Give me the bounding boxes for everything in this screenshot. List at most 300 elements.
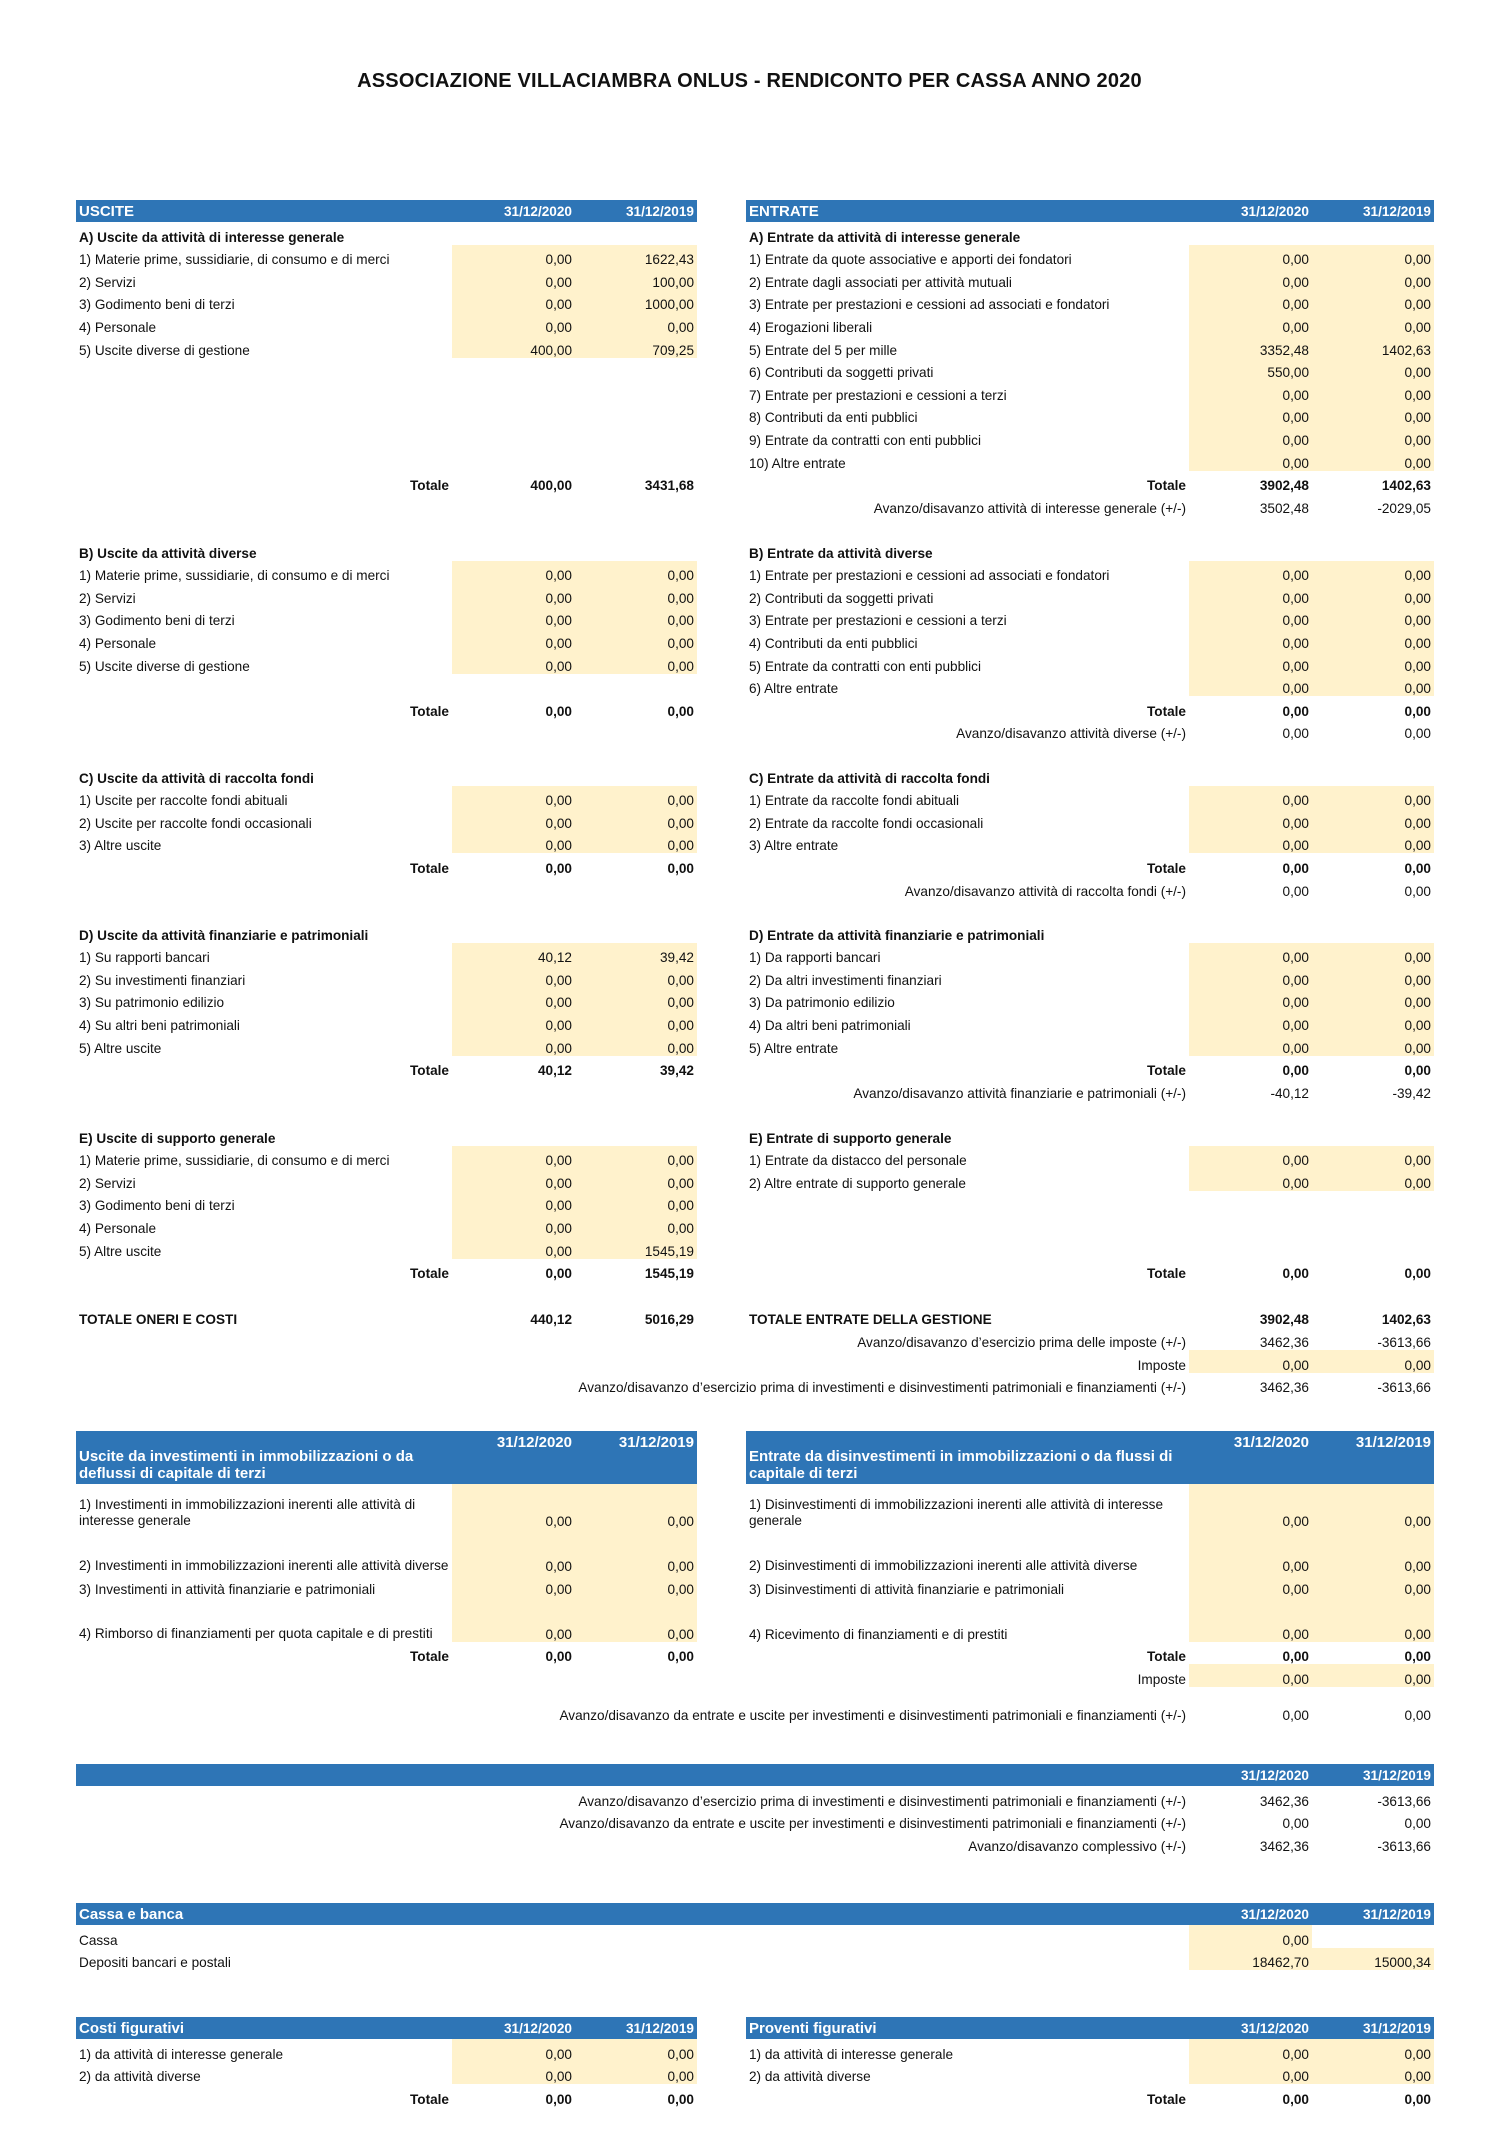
total-2019: 39,42 [659,1063,694,1079]
value-2019: 0,00 [1312,831,1434,854]
value-2019: 0,00 [1312,651,1434,674]
table-row [746,1484,1434,1529]
value-2019: 0,00 [1312,267,1434,290]
value-2019: 0,00 [1312,628,1434,651]
costi-figurativi-header [76,2017,697,2039]
value-2020: 0,00 [452,2062,575,2085]
row-label: 3) Investimenti in attività finanziarie e patrimoniali [79,1581,376,1597]
value-2020: 0,00 [1189,606,1312,629]
total-label: Totale [409,1266,449,1282]
grand-total-2020: 440,12 [530,1311,572,1327]
summary-2019: 0,00 [1312,1350,1434,1373]
value-2020: 0,00 [452,786,575,809]
summary-imposte [76,1350,1434,1373]
avanzo-2020: 0,00 [1282,883,1309,899]
total-row [76,1056,697,1079]
row-label: 9) Entrate da contratti con enti pubblici [749,432,981,448]
value-2019: 0,00 [1312,448,1434,471]
table-row [76,1948,1434,1971]
total-row [76,853,697,876]
value-2019: 1545,19 [575,1236,697,1259]
blank-row [76,425,697,448]
section-title-row [76,763,697,786]
value-2020: 0,00 [452,1146,575,1169]
avanzo-2020: -40,12 [1270,1085,1309,1101]
value-2020: 0,00 [1189,808,1312,831]
total-row [76,1259,697,1282]
total-label: Totale [1146,860,1186,876]
value-2019: 0,00 [575,1529,697,1574]
row-label: 3) Da patrimonio edilizio [749,995,895,1011]
row-label: 5) Altre uscite [79,1040,162,1056]
header-date-2019: 31/12/2019 [1312,1764,1434,1786]
grand-total-label: TOTALE ONERI E COSTI [79,1311,238,1327]
row-label: 2) da attività diverse [79,2069,201,2085]
table-row [76,1925,1434,1948]
total-2019: 0,00 [1404,2091,1431,2107]
value-2020: 0,00 [452,1191,575,1214]
table-row [746,358,1434,381]
value-2020: 0,00 [452,267,575,290]
value-2019: 0,00 [1312,1484,1434,1529]
investimenti-table [76,1431,697,1664]
summary-2019: -3613,66 [1377,1838,1431,1854]
header-label: ENTRATE [746,200,1189,222]
total-row [746,696,1434,719]
uscite-b-table [76,538,697,719]
cassa-table [76,1903,1434,1970]
avanzo-2019: -39,42 [1392,1085,1431,1101]
value-2019: 0,00 [1312,1574,1434,1597]
table-row [76,312,697,335]
header-label: Proventi figurativi [746,2017,1189,2039]
row-label: 6) Contributi da soggetti privati [749,365,934,381]
proventi-figurativi-header [746,2017,1434,2039]
row-label: Depositi bancari e postali [79,1955,231,1971]
total-label: Totale [1146,2091,1186,2107]
table-row [746,1146,1434,1169]
riepilogo-table [76,1764,1434,1854]
costi-figurativi-table [76,2017,697,2107]
row-label: 1) Entrate da quote associative e apporti dei fondatori [749,252,1072,268]
table-row [746,651,1434,674]
total-2020: 0,00 [1282,1649,1309,1665]
summary-label: Imposte [1137,1357,1186,1373]
row-label: 4) Su altri beni patrimoniali [79,1017,240,1033]
table-row [76,628,697,651]
table-row [746,1574,1434,1597]
row-label: 3) Altre uscite [79,838,162,854]
table-row [76,1484,697,1529]
header-label: Uscite da investimenti in immobilizzazioni o da deflussi di capitale di terzi [76,1431,452,1484]
header-date-2020: 31/12/2020 [452,1431,575,1484]
value-2019: 0,00 [1312,988,1434,1011]
row-label: 8) Contributi da enti pubblici [749,410,918,426]
value-2020: 0,00 [1189,1010,1312,1033]
value-2019: 0,00 [1312,1597,1434,1642]
table-row [746,267,1434,290]
uscite-e-table [76,1123,697,1281]
row-label: 1) Da rapporti bancari [749,950,881,966]
row-label: 1) da attività di interesse generale [749,2046,954,2062]
row-label: 1) Materie prime, sussidiarie, di consumo e di merci [79,568,390,584]
total-2019: 0,00 [1404,1063,1431,1079]
uscite-d-table [76,920,697,1078]
value-2019: 0,00 [1312,583,1434,606]
row-label: 1) da attività di interesse generale [79,2046,284,2062]
table-row [746,628,1434,651]
row-label: 4) Erogazioni liberali [749,319,873,335]
total-2019: 0,00 [667,703,694,719]
uscite-c-table [76,763,697,876]
table-row [746,583,1434,606]
value-2019: 0,00 [575,628,697,651]
value-2020: 40,12 [452,943,575,966]
row-label: 2) Uscite per raccolte fondi occasionali [79,815,312,831]
table-row [76,1529,697,1574]
row-label: 4) Da altri beni patrimoniali [749,1017,911,1033]
table-row [76,1597,697,1642]
uscite-grand-table [76,1304,697,1327]
section-title: B) Uscite da attività diverse [79,545,257,561]
value-2020: 0,00 [1189,965,1312,988]
row-label: 5) Uscite diverse di gestione [79,342,250,358]
table-row [76,2039,697,2062]
total-2020: 0,00 [545,2091,572,2107]
value-2020: 0,00 [1189,245,1312,268]
table-row [746,448,1434,471]
row-label: 2) Da altri investimenti finanziari [749,972,942,988]
section-title-row [746,763,1434,786]
avanzo-2020: 3502,48 [1259,500,1309,516]
summary-2019: 0,00 [1404,1707,1431,1723]
avanzo-row [746,1078,1434,1101]
header-date-2020: 31/12/2020 [1189,1764,1312,1786]
total-row [76,2084,697,2107]
value-2020: 0,00 [452,965,575,988]
table-row [746,1010,1434,1033]
value-2020: 0,00 [452,1010,575,1033]
header-date-2019: 31/12/2019 [1312,1903,1434,1925]
row-label: 4) Personale [79,1220,157,1236]
blank-row [76,448,697,471]
value-2020: 0,00 [1189,2039,1312,2062]
row-label: 3) Altre entrate [749,838,839,854]
table-row [746,561,1434,584]
table-row [76,606,697,629]
value-2020: 0,00 [1189,786,1312,809]
value-2020: 0,00 [1189,380,1312,403]
value-2020: 0,00 [452,290,575,313]
value-2019: 0,00 [1312,786,1434,809]
table-row [76,583,697,606]
avanzo-2019: 0,00 [1404,726,1431,742]
grand-total-row [746,1304,1434,1327]
table-row [746,380,1434,403]
blank-row [76,674,697,697]
summary-row [76,1786,1434,1809]
table-row [746,2039,1434,2062]
value-2019: 0,00 [1312,1146,1434,1169]
entrate-d-table [746,920,1434,1101]
row-label: 3) Su patrimonio edilizio [79,995,225,1011]
value-2020: 0,00 [1189,988,1312,1011]
row-label: 1) Su rapporti bancari [79,950,210,966]
avanzo-2020: 0,00 [1282,726,1309,742]
table-row [76,335,697,358]
total-row [746,471,1434,494]
value-2020: 3352,48 [1189,335,1312,358]
table-row [76,651,697,674]
table-row [746,988,1434,1011]
total-row [746,1259,1434,1282]
table-row [76,2062,697,2085]
row-label: 2) Contributi da soggetti privati [749,590,934,606]
table-row [76,1191,697,1214]
section-title: B) Entrate da attività diverse [749,545,933,561]
value-2020: 0,00 [1189,943,1312,966]
section-title-row [76,222,697,245]
row-label: 2) Servizi [79,274,136,290]
blank-row [76,358,697,381]
value-2019: 15000,34 [1312,1948,1434,1971]
row-label: 5) Altre entrate [749,1040,839,1056]
row-label: 2) da attività diverse [749,2069,871,2085]
row-label: 2) Entrate dagli associati per attività mutuali [749,274,1012,290]
summary-label: Avanzo/disavanzo d’esercizio prima di investimenti e disinvestimenti patrimoniali e finanziamenti (+/-) [578,1793,1186,1809]
row-label: 2) Servizi [79,1175,136,1191]
uscite-table [76,200,697,493]
value-2019: 0,00 [575,1574,697,1597]
row-label: 5) Entrate da contratti con enti pubblici [749,658,981,674]
total-row [746,853,1434,876]
table-row [746,1168,1434,1191]
value-2019: 0,00 [1312,808,1434,831]
entrate-table [746,200,1434,516]
disinvestimenti-header [746,1431,1434,1484]
section-title-row [746,538,1434,561]
value-2020: 0,00 [452,1529,575,1574]
header-label: Entrate da disinvestimenti in immobilizzazioni o da flussi di capitale di terzi [746,1431,1189,1484]
grand-total-2019: 1402,63 [1381,1311,1431,1327]
value-2019: 0,00 [1312,312,1434,335]
value-2019: 0,00 [575,561,697,584]
header-date-2019: 31/12/2019 [1312,1431,1434,1484]
summary-label: Avanzo/disavanzo d’esercizio prima delle imposte (+/-) [857,1334,1186,1350]
value-2019: 0,00 [575,606,697,629]
table-row [76,943,697,966]
total-label: Totale [409,860,449,876]
value-2019: 0,00 [1312,358,1434,381]
table-row [76,831,697,854]
section-title: D) Uscite da attività finanziarie e patrimoniali [79,927,369,943]
section-title: A) Uscite da attività di interesse generale [79,229,345,245]
grand-total-2020: 3902,48 [1259,1311,1309,1327]
total-row [746,1642,1434,1665]
total-row [746,1056,1434,1079]
value-2020: 400,00 [452,335,575,358]
value-2019: 0,00 [1312,403,1434,426]
total-2020: 0,00 [545,860,572,876]
row-label: Cassa [79,1932,118,1948]
total-2020: 400,00 [530,478,572,494]
total-row [76,1642,697,1665]
total-2020: 0,00 [1282,1266,1309,1282]
value-2019: 0,00 [575,1191,697,1214]
table-row [76,1213,697,1236]
row-label: 1) Investimenti in immobilizzazioni inerenti alle attività di interesse generale [79,1497,416,1528]
value-2019: 0,00 [1312,290,1434,313]
value-2020: 0,00 [452,1213,575,1236]
value-2020: 0,00 [1189,1574,1312,1597]
table-row [746,290,1434,313]
value-2020: 0,00 [1189,267,1312,290]
total-2020: 0,00 [1282,2091,1309,2107]
value-2019: 0,00 [575,988,697,1011]
summary-row [76,1809,1434,1832]
header-date-2019: 31/12/2019 [575,2017,697,2039]
value-2019: 1000,00 [575,290,697,313]
table-row [746,2062,1434,2085]
value-2019: 0,00 [1312,1529,1434,1574]
section-title: C) Entrate da attività di raccolta fondi [749,770,990,786]
total-2019: 0,00 [1404,860,1431,876]
summary-2020: 0,00 [1282,1816,1309,1832]
table-row [76,965,697,988]
value-2020: 0,00 [452,1168,575,1191]
value-2020: 0,00 [1189,628,1312,651]
header-date-2019: 31/12/2019 [575,1431,697,1484]
table-row [76,1033,697,1056]
uscite-header [76,200,697,222]
summary-2020: 3462,36 [1259,1793,1309,1809]
value-2019: 0,00 [575,831,697,854]
value-2020: 0,00 [1189,2062,1312,2085]
header-date-2020: 31/12/2020 [1189,1903,1312,1925]
value-2020: 0,00 [1189,1168,1312,1191]
avanzo-investimenti [76,1700,1434,1723]
row-label: 3) Godimento beni di terzi [79,297,235,313]
value-2019: 0,00 [575,651,697,674]
table-row [746,808,1434,831]
blank-row [76,380,697,403]
entrate-e-table [746,1123,1434,1281]
header-date-2019: 31/12/2019 [1312,2017,1434,2039]
section-title-row [746,920,1434,943]
avanzo-row [746,876,1434,899]
table-row [76,267,697,290]
row-label: 5) Entrate del 5 per mille [749,342,898,358]
value-2020: 0,00 [452,651,575,674]
header-date-2020: 31/12/2020 [452,200,575,222]
value-2020: 0,00 [1189,831,1312,854]
row-label: 3) Disinvestimenti di attività finanziarie e patrimoniali [749,1581,1065,1597]
summary-row [76,1372,1434,1395]
imposte-2020: 0,00 [1189,1664,1312,1687]
section-title: E) Uscite di supporto generale [79,1130,276,1146]
table-row [746,312,1434,335]
value-2020: 0,00 [452,831,575,854]
header-label: Cassa e banca [76,1903,1189,1925]
imposte-2019: 0,00 [1312,1664,1434,1687]
value-2020: 0,00 [452,1033,575,1056]
value-2020: 0,00 [1189,1146,1312,1169]
value-2019: 0,00 [1312,943,1434,966]
total-2020: 0,00 [545,703,572,719]
total-2019: 0,00 [1404,1266,1431,1282]
value-2019: 0,00 [575,808,697,831]
table-row [746,786,1434,809]
total-row [76,471,697,494]
value-2019: 39,42 [575,943,697,966]
summary-label: Avanzo/disavanzo da entrate e uscite per investimenti e disinvestimenti patrimoniali e finanziamenti (+/-) [559,1707,1186,1723]
value-2019: 0,00 [575,965,697,988]
value-2019: 0,00 [1312,1168,1434,1191]
row-label: 2) Investimenti in immobilizzazioni inerenti alle attività diverse [79,1558,449,1573]
value-2019: 0,00 [575,2062,697,2085]
table-row [76,1146,697,1169]
table-row [76,561,697,584]
section-title-row [76,538,697,561]
avanzo-label: Avanzo/disavanzo attività finanziarie e patrimoniali (+/-) [853,1085,1186,1101]
blank-row [746,1236,1434,1259]
summary-2019: -3613,66 [1377,1793,1431,1809]
value-2020: 0,00 [1189,448,1312,471]
table-row [746,403,1434,426]
total-2019: 0,00 [667,2091,694,2107]
value-2020: 0,00 [1189,1529,1312,1574]
riepilogo-header [76,1764,1434,1786]
imposte-row [746,1664,1434,1687]
value-2019: 0,00 [575,786,697,809]
row-label: 3) Godimento beni di terzi [79,613,235,629]
value-2019: 0,00 [1312,425,1434,448]
value-2020: 0,00 [1189,1597,1312,1642]
section-title-row [76,920,697,943]
value-2019: 0,00 [575,1033,697,1056]
value-2019: 0,00 [575,1597,697,1642]
value-2019: 0,00 [1312,606,1434,629]
header-date-2019: 31/12/2019 [1312,200,1434,222]
value-2019: 0,00 [1312,245,1434,268]
total-2020: 40,12 [537,1063,572,1079]
investimenti-header [76,1431,697,1484]
summary-label: Avanzo/disavanzo complessivo (+/-) [968,1838,1186,1854]
row-label: 4) Personale [79,635,157,651]
report-title: ASSOCIAZIONE VILLACIAMBRA ONLUS - RENDICONTO PER CASSA ANNO 2020 [357,70,1142,92]
summary-2019: -3613,66 [1377,1334,1431,1350]
table-row [746,674,1434,697]
total-label: Totale [409,1063,449,1079]
total-2019: 0,00 [667,860,694,876]
value-2020: 0,00 [1189,1484,1312,1529]
table-row [76,1168,697,1191]
total-label: Totale [409,703,449,719]
header-date-2020: 31/12/2020 [1189,2017,1312,2039]
table-row [746,965,1434,988]
total-label: Totale [409,478,449,494]
value-2019: 0,00 [1312,380,1434,403]
blank-row [746,1213,1434,1236]
value-2020: 0,00 [452,808,575,831]
value-2020: 0,00 [1189,290,1312,313]
value-2020: 18462,70 [1189,1948,1312,1971]
value-2020: 0,00 [1189,425,1312,448]
entrate-header [746,200,1434,222]
value-2019: 0,00 [575,1484,697,1529]
value-2020: 0,00 [1189,561,1312,584]
row-label: 5) Altre uscite [79,1243,162,1259]
